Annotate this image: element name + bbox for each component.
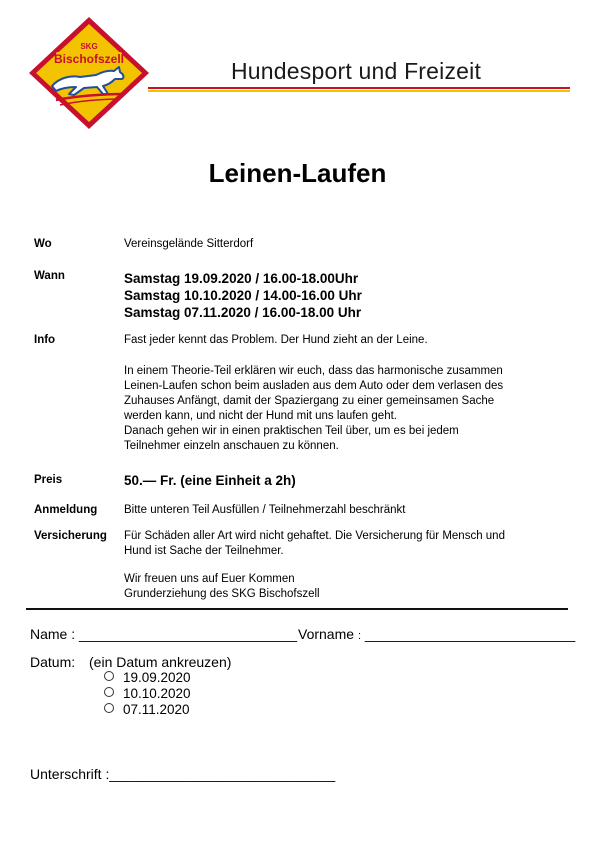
date-option-3[interactable]	[104, 702, 190, 717]
vorname-label: Vorname	[298, 626, 355, 642]
info-line-6: Teilnehmer einzeln anschauen zu können.	[124, 440, 339, 452]
info-line-3: Zuhauses Anfängt, damit der Spaziergang zu einer gemeinsamen Sache	[124, 395, 495, 407]
name-label: Name :	[30, 626, 76, 642]
date-option-label: 19.09.2020	[123, 670, 191, 685]
document-title: Leinen-Laufen	[208, 158, 387, 188]
info-line-4: werden kann, und nicht der Hund mit uns laufen geht.	[124, 410, 397, 422]
date-option-label: 10.10.2020	[123, 686, 191, 701]
datum-hint: (ein Datum ankreuzen)	[89, 654, 232, 670]
label-wo: Wo	[34, 238, 52, 250]
unterschrift-label: Unterschrift :	[30, 766, 110, 782]
header-title: Hundesport und Freizeit	[231, 58, 482, 84]
info-line-1: In einem Theorie-Teil erklären wir euch, dass das harmonische zusammen	[124, 365, 503, 377]
value-preis: 50.— Fr. (eine Einheit a 2h)	[124, 473, 296, 488]
versicherung-line-2: Hund ist Sache der Teilnehmer.	[124, 545, 284, 557]
wann-date-2: Samstag 10.10.2020 / 14.00-16.00 Uhr	[124, 288, 362, 303]
vorname-input-line[interactable]: ___________________________	[364, 626, 576, 642]
versicherung-line-1: Für Schäden aller Art wird nicht gehaftet. Die Versicherung für Mensch und	[124, 530, 505, 542]
date-option-2[interactable]	[104, 686, 191, 701]
header-stripe-yellow	[148, 90, 570, 92]
unterschrift-row	[30, 766, 335, 782]
date-option-1[interactable]	[104, 670, 191, 685]
info-intro: Fast jeder kennt das Problem. Der Hund zieht an der Leine.	[124, 334, 428, 346]
datum-row	[30, 654, 231, 670]
value-anmeldung: Bitte unteren Teil Ausfüllen / Teilnehmerzahl beschränkt	[124, 504, 406, 516]
label-anmeldung: Anmeldung	[34, 504, 98, 516]
closing-line-1: Wir freuen uns auf Euer Kommen	[124, 573, 295, 585]
unterschrift-input-line[interactable]: _____________________________	[109, 766, 336, 782]
label-versicherung: Versicherung	[34, 530, 107, 542]
header-stripe-red	[148, 87, 570, 89]
datum-label: Datum:	[30, 654, 76, 670]
name-input-line[interactable]: ____________________________	[79, 626, 298, 642]
radio-circle-icon[interactable]	[104, 703, 114, 713]
skg-logo	[26, 14, 152, 132]
closing-line-2: Grunderziehung des SKG Bischofszell	[124, 588, 320, 600]
label-preis: Preis	[34, 474, 63, 486]
wann-date-3: Samstag 07.11.2020 / 16.00-18.00 Uhr	[124, 305, 362, 320]
label-info: Info	[34, 334, 56, 346]
value-wo: Vereinsgelände Sitterdorf	[124, 238, 254, 250]
date-option-label: 07.11.2020	[123, 702, 190, 717]
info-line-2: Leinen-Laufen schon beim ausladen aus dem Auto oder dem verlasen des	[124, 380, 504, 392]
radio-circle-icon[interactable]	[104, 671, 114, 681]
radio-circle-icon[interactable]	[104, 687, 114, 697]
vorname-row	[298, 626, 575, 642]
logo-text-skg: SKG	[80, 42, 98, 51]
name-row	[30, 626, 297, 642]
wann-date-1: Samstag 19.09.2020 / 16.00-18.00Uhr	[124, 271, 359, 286]
info-line-5: Danach gehen wir in einen praktischen Teil über, um es bei jedem	[124, 425, 459, 437]
logo-text-bischofszell: Bischofszell	[53, 52, 125, 66]
label-wann: Wann	[34, 270, 65, 282]
section-divider	[26, 608, 568, 610]
vorname-colon: :	[357, 630, 361, 642]
